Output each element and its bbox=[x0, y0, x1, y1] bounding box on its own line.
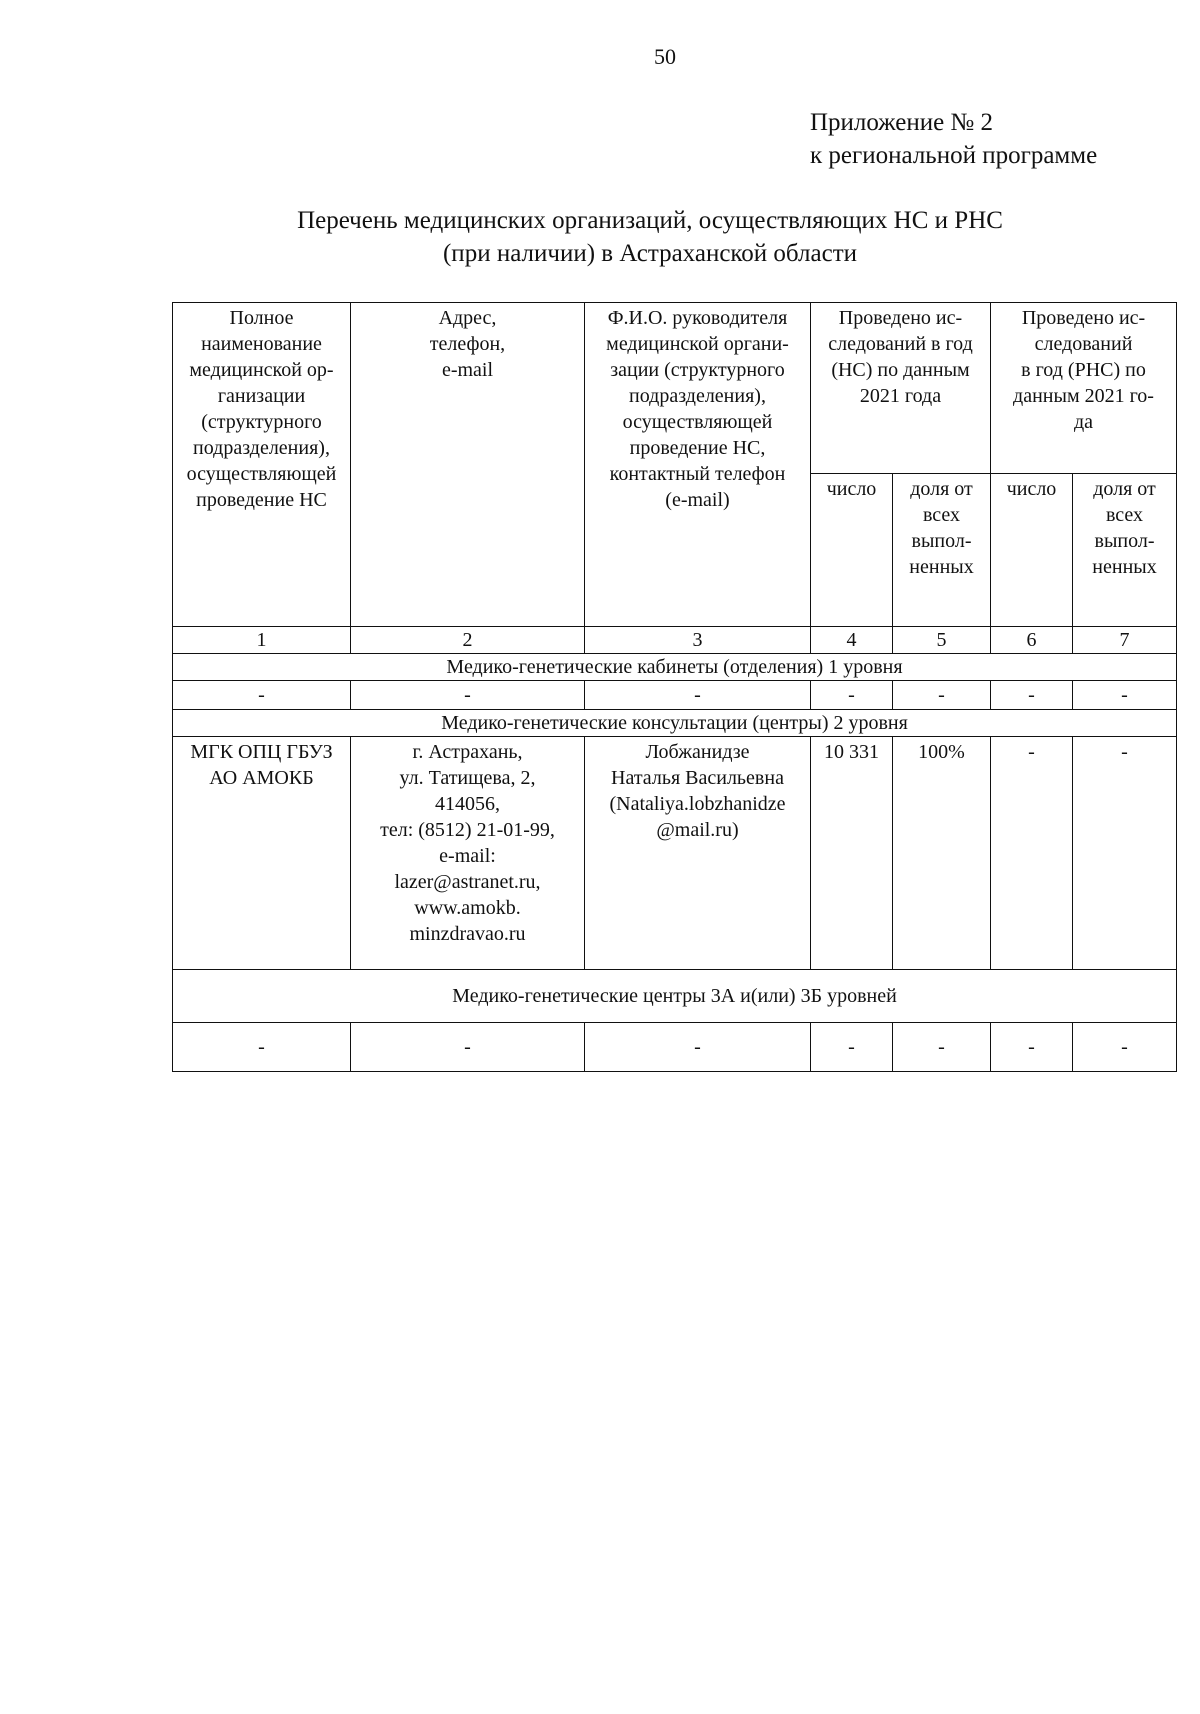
appendix-line-1: Приложение № 2 bbox=[810, 109, 994, 136]
column-number: 1 bbox=[173, 627, 351, 654]
document-title bbox=[180, 204, 1120, 270]
column-number: 6 bbox=[991, 627, 1073, 654]
table-row bbox=[173, 681, 1177, 710]
table-cell: - bbox=[173, 1023, 351, 1072]
table-cell: - bbox=[893, 1023, 991, 1072]
header-org-name: Полное наименование медицинской ор- ганизации (структурного подразделения), осуществляющей проведение НС bbox=[173, 303, 351, 627]
column-number: 2 bbox=[351, 627, 585, 654]
header-head-name: Ф.И.О. руководителя медицинской органи- зации (структурного подразделения), осуществляющей проведение НС, контактный телефон (e-mail) bbox=[585, 303, 811, 627]
organization-head: Лобжанидзе Наталья Васильевна (Nataliya.lobzhanidze @mail.ru) bbox=[585, 737, 811, 970]
table-cell: - bbox=[351, 1023, 585, 1072]
header-ns-group: Проведено ис- следований в год (НС) по данным 2021 года bbox=[811, 303, 991, 474]
header-rns-share: доля от всех выпол- ненных bbox=[1073, 474, 1177, 627]
header-ns-share: доля от всех выпол- ненных bbox=[893, 474, 991, 627]
table-cell: - bbox=[1073, 1023, 1177, 1072]
table-cell: - bbox=[893, 681, 991, 710]
document-title-line-1: Перечень медицинских организаций, осуществляющих НС и РНС bbox=[297, 207, 1003, 234]
header-ns-count: число bbox=[811, 474, 893, 627]
column-number: 5 bbox=[893, 627, 991, 654]
organizations-table bbox=[172, 302, 1177, 1072]
header-row-1 bbox=[173, 303, 1177, 474]
section-row bbox=[173, 710, 1177, 737]
column-number: 4 bbox=[811, 627, 893, 654]
table-row bbox=[173, 737, 1177, 970]
table-row bbox=[173, 1023, 1177, 1072]
table-cell: - bbox=[173, 681, 351, 710]
table-cell: - bbox=[991, 681, 1073, 710]
section-row bbox=[173, 654, 1177, 681]
column-number: 3 bbox=[585, 627, 811, 654]
column-number: 7 bbox=[1073, 627, 1177, 654]
organization-name: МГК ОПЦ ГБУЗ АО АМОКБ bbox=[173, 737, 351, 970]
table-cell: - bbox=[351, 681, 585, 710]
table-cell: - bbox=[991, 1023, 1073, 1072]
ns-count-value: 10 331 bbox=[811, 737, 893, 970]
table-cell: - bbox=[1073, 681, 1177, 710]
appendix-note bbox=[810, 106, 1097, 172]
header-address: Адрес, телефон, e-mail bbox=[351, 303, 585, 627]
table-cell: - bbox=[585, 1023, 811, 1072]
table-cell: - bbox=[811, 681, 893, 710]
table-cell: - bbox=[585, 681, 811, 710]
section-title: Медико-генетические кабинеты (отделения) 1 уровня bbox=[173, 654, 1177, 681]
ns-share-value: 100% bbox=[893, 737, 991, 970]
header-rns-count: число bbox=[991, 474, 1073, 627]
section-title: Медико-генетические консультации (центры) 2 уровня bbox=[173, 710, 1177, 737]
header-rns-group: Проведено ис- следований в год (РНС) по данным 2021 го- да bbox=[991, 303, 1177, 474]
organization-address: г. Астрахань, ул. Татищева, 2, 414056, тел: (8512) 21-01-99, e-mail: lazer@astranet.ru, www.amokb. minzdravao.ru bbox=[351, 737, 585, 970]
document-title-line-2: (при наличии) в Астраханской области bbox=[442, 240, 857, 267]
column-numbers-row bbox=[173, 627, 1177, 654]
section-row bbox=[173, 970, 1177, 1023]
rns-count-value: - bbox=[991, 737, 1073, 970]
table-cell: - bbox=[811, 1023, 893, 1072]
appendix-line-2: к региональной программе bbox=[810, 142, 1098, 169]
section-title: Медико-генетические центры 3А и(или) 3Б уровней bbox=[173, 970, 1177, 1023]
rns-share-value: - bbox=[1073, 737, 1177, 970]
page-number: 50 bbox=[654, 44, 676, 69]
